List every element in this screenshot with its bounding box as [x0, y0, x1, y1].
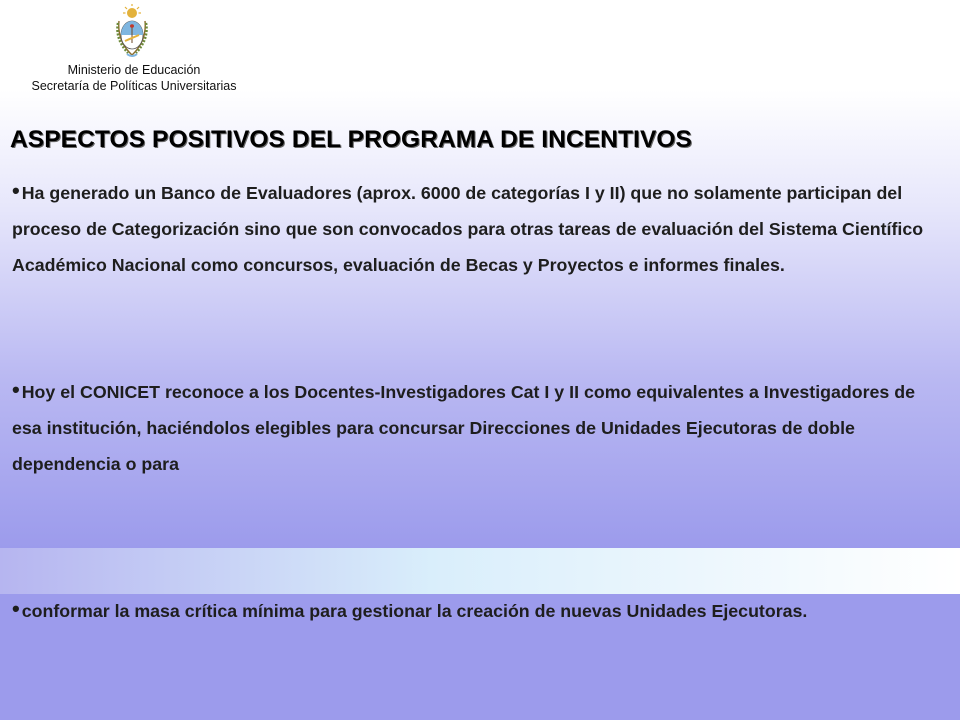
national-coat-of-arms-icon — [113, 3, 151, 61]
bullet-item-critical-mass — [12, 592, 948, 629]
bullet-item-conicet — [12, 373, 948, 482]
slide-title: ASPECTOS POSITIVOS DEL PROGRAMA DE INCENTIVOS — [10, 126, 692, 153]
ministry-header — [0, 62, 268, 94]
bullet-item-evaluators — [12, 174, 948, 283]
bullet-dot-icon: • — [12, 178, 20, 203]
ministry-name: Ministerio de Educación — [67, 63, 201, 77]
bullet-text: Hoy el CONICET reconoce a los Docentes-Investigadores Cat I y II como equivalentes a Investigadores de esa institución, haciéndolos elegibles para concursar Direcciones de Unidades Ejecutoras de doble dependencia o para — [12, 382, 915, 474]
bullet-dot-icon: • — [12, 596, 20, 621]
secretariat-name: Secretaría de Políticas Universitarias — [31, 79, 237, 93]
separator-band — [0, 548, 960, 594]
bullet-text: Ha generado un Banco de Evaluadores (aprox. 6000 de categorías I y II) que no solamente participan del proceso de Categorización sino que son convocados para otras tareas de evaluación del Sistema Científico Académico Nacional como concursos, evaluación de Becas y Proyectos e informes finales. — [12, 183, 924, 275]
bullet-dot-icon: • — [12, 377, 20, 402]
bullet-text: conformar la masa crítica mínima para gestionar la creación de nuevas Unidades Ejecutoras. — [21, 601, 808, 621]
